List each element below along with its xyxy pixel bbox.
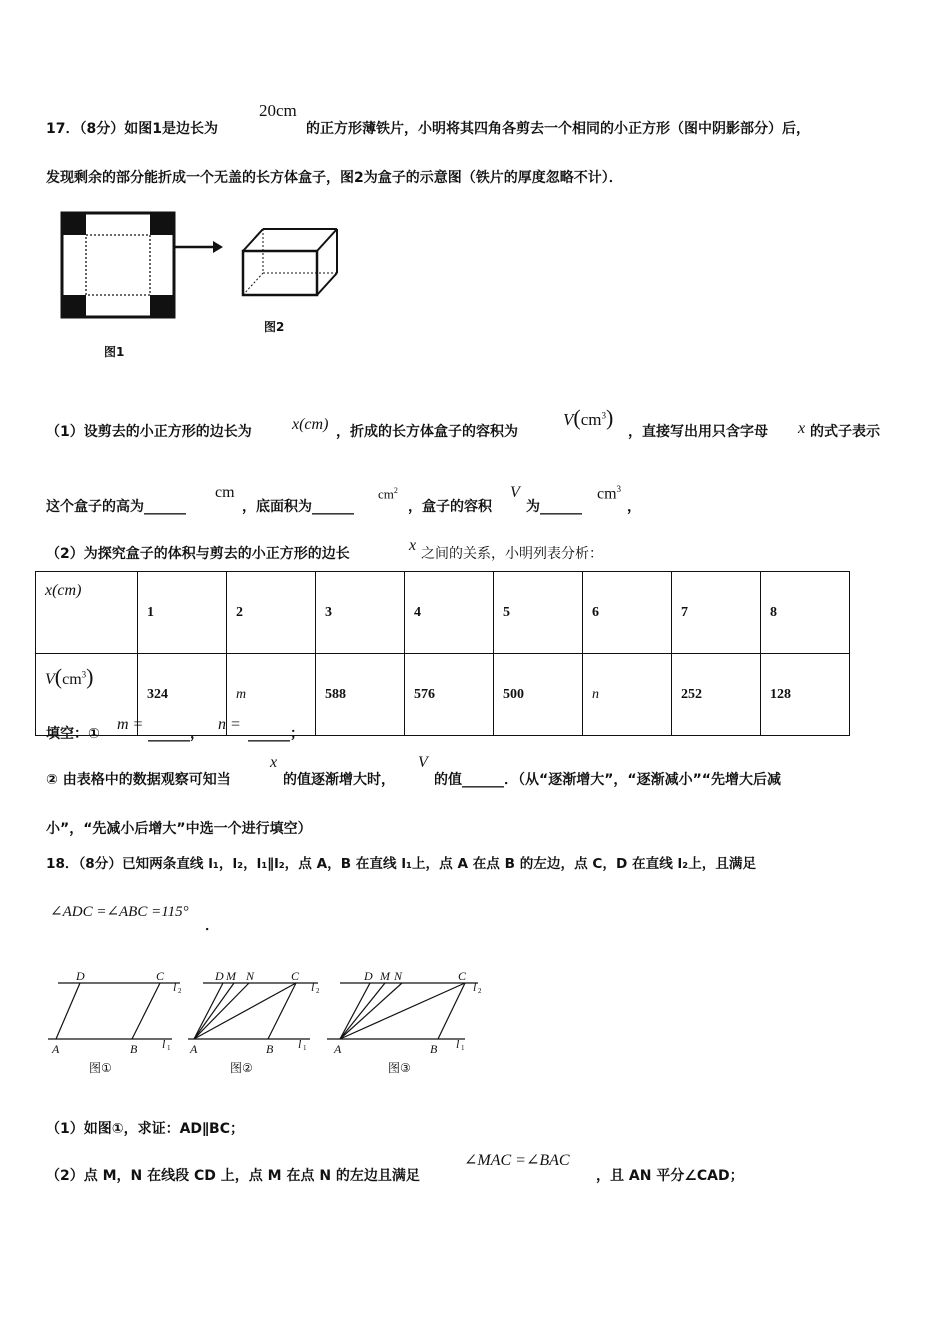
q17-fill2-start: 填空：① bbox=[46, 726, 100, 742]
table-cell: 2 bbox=[227, 572, 316, 654]
label-B: B bbox=[130, 1042, 138, 1056]
data-table bbox=[35, 571, 850, 736]
svg-text:1: 1 bbox=[303, 1044, 307, 1052]
table-cell: 576 bbox=[405, 654, 494, 736]
q18-sub1: （1）如图①，求证：AD∥BC； bbox=[46, 1121, 244, 1137]
table-cell: 128 bbox=[761, 654, 850, 736]
q17-fill2-m: m = bbox=[117, 716, 144, 733]
q18-sub2-end: ，且 AN 平分∠CAD； bbox=[596, 1168, 744, 1184]
q17-unit-cm3: $cm^3$ bbox=[597, 484, 622, 503]
q17-line1-start: 17．（8分）如图1是边长为 bbox=[46, 121, 218, 137]
q17-unit-cm2: $cm^2$ bbox=[378, 486, 398, 502]
figure-1-labels bbox=[51, 969, 182, 1056]
table-header-x: x(cm) bbox=[36, 572, 138, 654]
q17-obs-mid: 的值逐渐增大时， bbox=[283, 772, 395, 788]
label-A: A bbox=[334, 1042, 342, 1056]
figure-1 bbox=[48, 983, 180, 1039]
q17-fill-V: V bbox=[510, 484, 520, 501]
q17-fill-volume-blank: 为______ bbox=[526, 499, 582, 515]
table-cell: 324 bbox=[138, 654, 227, 736]
label-M: M bbox=[380, 969, 390, 983]
fig-2-label: 图② bbox=[230, 1061, 253, 1075]
q17-side-length: 20cm bbox=[259, 101, 297, 120]
q17-obs-start: ② 由表格中的数据观察可知当 bbox=[46, 772, 231, 788]
table-cell: 8 bbox=[761, 572, 850, 654]
table-header-V: $V(cm^3)$ bbox=[36, 654, 138, 736]
table-cell-m: m bbox=[227, 654, 316, 736]
table-cell: 6 bbox=[583, 572, 672, 654]
q17-p2-x: x bbox=[409, 537, 417, 554]
arrow bbox=[174, 241, 223, 253]
label-C: C bbox=[156, 969, 165, 983]
q17-p1-x2: x bbox=[798, 420, 806, 437]
table-cell: 1 bbox=[138, 572, 227, 654]
label-D: D bbox=[215, 969, 224, 983]
q17-obs-end: 小”，“先减小后增大”中选一个进行填空） bbox=[46, 821, 312, 837]
q17-obs-cont: 的值______．（从“逐渐增大”，“逐渐减小”“先增大后减 bbox=[434, 772, 782, 788]
corner-top-left bbox=[62, 213, 86, 235]
q17-p1-x: x(cm) bbox=[292, 416, 329, 433]
label-A: A bbox=[52, 1042, 60, 1056]
table-cell: 4 bbox=[405, 572, 494, 654]
table-cell: 500 bbox=[494, 654, 583, 736]
q17-p2-start: （2）为探究盒子的体积与剪去的小正方形的边长 bbox=[46, 546, 350, 562]
label-B: B bbox=[430, 1042, 438, 1056]
q17-fill2-blank2: ______； bbox=[248, 726, 304, 742]
label-D: D bbox=[76, 969, 85, 983]
q17-obs-V: V bbox=[418, 754, 428, 771]
label-N: N bbox=[246, 969, 255, 983]
table-cell-n: n bbox=[583, 654, 672, 736]
q17-fill-height: 这个盒子的高为______ bbox=[46, 499, 186, 515]
svg-text:2: 2 bbox=[478, 987, 482, 995]
q17-unit-cm: cm bbox=[215, 484, 235, 501]
label-M: M bbox=[226, 969, 236, 983]
label-B: B bbox=[266, 1042, 274, 1056]
q17-p1-volume: $V(cm^3)$ bbox=[563, 405, 614, 430]
q18-sub2-eq: ∠MAC =∠BAC bbox=[464, 1152, 570, 1169]
volume-unit: cm bbox=[580, 410, 602, 429]
label-N: N bbox=[394, 969, 403, 983]
q18-angle-eq: ∠ADC =∠ABC =115° bbox=[50, 904, 189, 920]
table-cell: 252 bbox=[672, 654, 761, 736]
q17-figures bbox=[55, 205, 355, 365]
label-l2: l bbox=[311, 980, 315, 994]
label-C: C bbox=[291, 969, 300, 983]
q18-period: ． bbox=[205, 918, 219, 934]
volume-symbol: V bbox=[563, 410, 574, 429]
figure-2-labels bbox=[189, 969, 320, 1056]
label-A: A bbox=[190, 1042, 198, 1056]
svg-text:1: 1 bbox=[461, 1044, 465, 1052]
fig1-square bbox=[62, 213, 174, 317]
corner-bottom-left bbox=[62, 295, 86, 317]
svg-text:2: 2 bbox=[178, 987, 182, 995]
label-l1: l bbox=[298, 1037, 302, 1051]
q17-p2-end: 之间的关系，小明列表分析： bbox=[421, 546, 603, 562]
figure-3 bbox=[327, 983, 478, 1039]
label-C: C bbox=[458, 969, 467, 983]
table-cell: 5 bbox=[494, 572, 583, 654]
table-cell: 3 bbox=[316, 572, 405, 654]
corner-bottom-right bbox=[150, 295, 174, 317]
corner-top-right bbox=[150, 213, 174, 235]
figure-3-labels bbox=[333, 969, 482, 1056]
label-l1: l bbox=[456, 1037, 460, 1051]
q18-line1: 18．（8分）已知两条直线 l₁，l₂，l₁∥l₂，点 A，B 在直线 l₁上，点 A 在点 B 的左边，点 C，D 在直线 l₂上，且满足 bbox=[46, 856, 757, 872]
table-cell: 7 bbox=[672, 572, 761, 654]
q17-p1-start: （1）设剪去的小正方形的边长为 bbox=[46, 424, 252, 440]
label-l2: l bbox=[173, 980, 177, 994]
fig-1-label: 图① bbox=[89, 1061, 112, 1075]
label-l2: l bbox=[473, 980, 477, 994]
q17-p1-mid: ，折成的长方体盒子的容积为 bbox=[336, 424, 518, 440]
q17-line2: 发现剩余的部分能折成一个无盖的长方体盒子，图2为盒子的示意图（铁片的厚度忽略不计）． bbox=[46, 170, 623, 186]
q17-fill2-n: n = bbox=[218, 716, 241, 733]
q17-obs-x: x bbox=[270, 754, 278, 771]
q18-sub2-start: （2）点 M，N 在线段 CD 上，点 M 在点 N 的左边且满足 bbox=[46, 1168, 420, 1184]
q17-fill-end: ， bbox=[627, 499, 641, 515]
label-D: D bbox=[364, 969, 373, 983]
table-cell: 588 bbox=[316, 654, 405, 736]
q17-fill-area: ，底面积为______ bbox=[242, 499, 354, 515]
q17-fill-volume: ，盒子的容积 bbox=[408, 499, 492, 515]
q17-fill2-blank1: ______， bbox=[148, 726, 204, 742]
figure-2 bbox=[188, 983, 318, 1039]
svg-text:1: 1 bbox=[167, 1044, 171, 1052]
svg-text:2: 2 bbox=[316, 987, 320, 995]
fig2-label: 图2 bbox=[264, 320, 285, 334]
fig1-label: 图1 bbox=[104, 345, 125, 359]
table-row bbox=[36, 572, 850, 654]
q17-p1-end: 的式子表示 bbox=[810, 424, 880, 440]
label-l1: l bbox=[162, 1037, 166, 1051]
fig2-box bbox=[243, 229, 337, 295]
q17-line1-end: 的正方形薄铁片，小明将其四角各剪去一个相同的小正方形（图中阴影部分）后， bbox=[306, 121, 810, 137]
q17-p1-cont: ，直接写出用只含字母 bbox=[628, 424, 768, 440]
fig-3-label: 图③ bbox=[388, 1061, 411, 1075]
